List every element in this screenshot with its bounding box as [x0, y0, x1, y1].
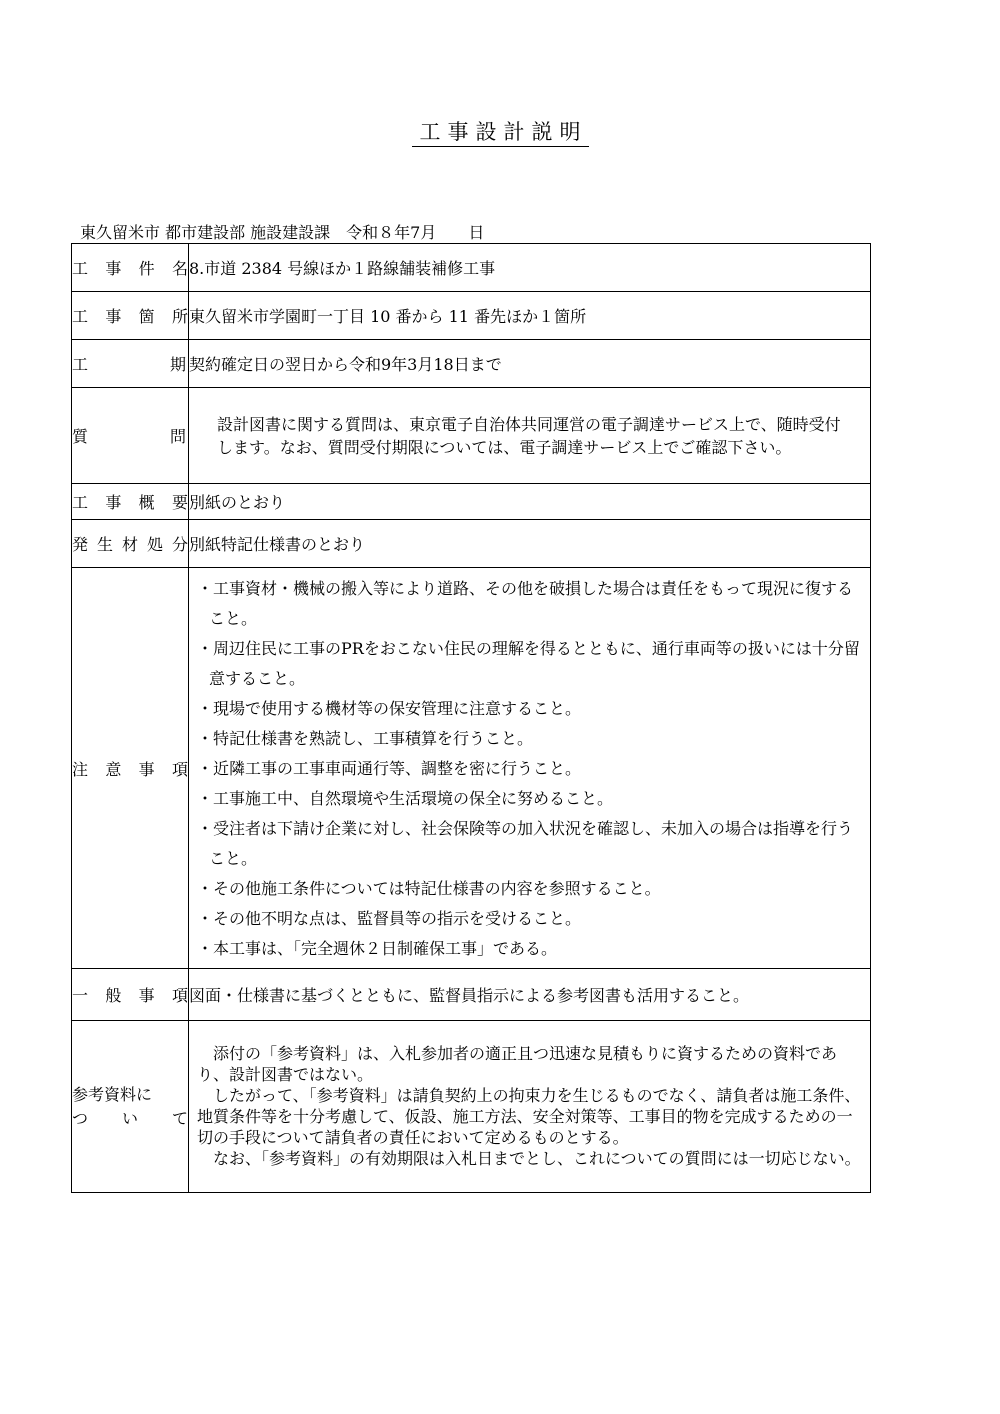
- value-work-location: 東久留米市学園町一丁目 10 番から 11 番先ほか１箇所: [189, 292, 871, 340]
- row-work-overview: [72, 484, 871, 520]
- label-char: 材: [121, 535, 138, 554]
- label-char: 名: [171, 259, 188, 278]
- label-char: 工: [72, 493, 89, 512]
- label-work-period: 工 期: [72, 355, 186, 374]
- value-work-overview: 別紙のとおり: [189, 484, 871, 520]
- label-reference-line2: [72, 1107, 188, 1131]
- label-char: 分: [171, 535, 188, 554]
- label-char: 概: [138, 493, 155, 512]
- notes-item: ・その他施工条件については特記仕様書の内容を参照すること。: [197, 879, 661, 898]
- row-reference-materials: [72, 1021, 871, 1193]
- row-work-name: [72, 244, 871, 292]
- label-work-name: [72, 256, 188, 279]
- reference-paragraph: したがって、「参考資料」は請負契約上の拘束力を生じるものでなく、請負者は施工条件、地質条件等を十分考慮して、仮設、施工方法、安全対策等、工事目的物を完成するための一切の手段について請負者の責任において定めるものとする。: [197, 1085, 861, 1147]
- notes-item: ・周辺住民に工事のPRをおこない住民の理解を得るとともに、通行車両等の扱いには十分留意すること。: [197, 639, 860, 688]
- document-title: 工事設計説明: [0, 116, 1000, 146]
- value-questions: 設計図書に関する質問は、東京電子自治体共同運営の電子調達サービス上で、随時受付します。なお、質問受付期限については、電子調達サービス上でご確認下さい。: [189, 388, 871, 484]
- label-char: 生: [96, 535, 113, 554]
- label-reference-materials: [72, 1083, 188, 1131]
- notes-item: ・受注者は下請け企業に対し、社会保険等の加入状況を確認し、未加入の場合は指導を行うこと。: [197, 819, 854, 868]
- label-char: 件: [138, 259, 155, 278]
- label-questions: 質 問: [72, 427, 186, 446]
- row-general-matters: [72, 969, 871, 1021]
- label-char: 一: [72, 986, 89, 1005]
- notes-item: ・工事施工中、自然環境や生活環境の保全に努めること。: [197, 789, 614, 808]
- label-work-location: [72, 304, 188, 327]
- label-char: 項: [171, 759, 188, 779]
- notes-item: ・その他不明な点は、監督員等の指示を受けること。: [197, 909, 582, 928]
- label-char: 項: [171, 986, 188, 1005]
- notes-item: ・特記仕様書を熟読し、工事積算を行うこと。: [197, 729, 534, 748]
- notes-item: ・現場で使用する機材等の保安管理に注意すること。: [197, 699, 582, 718]
- label-work-overview: [72, 490, 188, 513]
- value-waste-disposal: 別紙特記仕様書のとおり: [189, 520, 871, 568]
- reference-paragraph: 添付の「参考資料」は、入札参加者の適正且つ迅速な見積もりに資するための資料であり、設計図書ではない。: [197, 1043, 838, 1084]
- notes-list: [189, 568, 870, 968]
- label-char: 意: [105, 759, 122, 779]
- label-general-matters: [72, 983, 188, 1006]
- label-char: つ: [72, 1108, 89, 1128]
- label-notes: [72, 757, 188, 780]
- label-char: 般: [105, 986, 122, 1005]
- row-work-location: [72, 292, 871, 340]
- label-char: 処: [146, 535, 163, 554]
- value-general-matters: 図面・仕様書に基づくとともに、監督員指示による参考図書も活用すること。: [189, 969, 871, 1021]
- label-char: 事: [138, 986, 155, 1005]
- row-work-period: [72, 340, 871, 388]
- row-notes: [72, 568, 871, 969]
- label-char: 発: [72, 535, 89, 554]
- row-questions: [72, 388, 871, 484]
- label-char: 事: [105, 259, 122, 278]
- label-char: 事: [138, 759, 155, 779]
- reference-materials-text: [189, 1039, 870, 1175]
- notes-item: ・近隣工事の工事車両通行等、調整を密に行うこと。: [197, 759, 582, 778]
- label-char: 要: [171, 493, 188, 512]
- label-char: 工: [72, 307, 89, 326]
- header-issuer-date: 東久留米市 都市建設部 施設建設課 令和８年7月 日: [80, 223, 485, 242]
- label-char: 注: [72, 759, 89, 779]
- label-char: 事: [105, 493, 122, 512]
- row-waste-disposal: [72, 520, 871, 568]
- label-reference-line1: 参考資料に: [72, 1084, 153, 1104]
- notes-item: ・工事資材・機械の搬入等により道路、その他を破損した場合は責任をもって現況に復すること。: [197, 579, 854, 628]
- label-char: 箇: [138, 307, 155, 326]
- value-work-period: 契約確定日の翌日から令和9年3月18日まで: [189, 340, 871, 388]
- label-char: 所: [171, 307, 188, 326]
- value-work-name: 8.市道 2384 号線ほか１路線舗装補修工事: [189, 244, 871, 292]
- label-char: 工: [72, 259, 89, 278]
- label-char: て: [171, 1108, 188, 1128]
- specification-table: [71, 243, 871, 1193]
- notes-item: ・本工事は、「完全週休２日制確保工事」である。: [197, 939, 558, 958]
- reference-paragraph: なお、「参考資料」の有効期限は入札日までとし、これについての質問には一切応じない。: [213, 1148, 861, 1168]
- label-char: 事: [105, 307, 122, 326]
- label-waste-disposal: [72, 532, 188, 555]
- label-char: い: [121, 1108, 138, 1128]
